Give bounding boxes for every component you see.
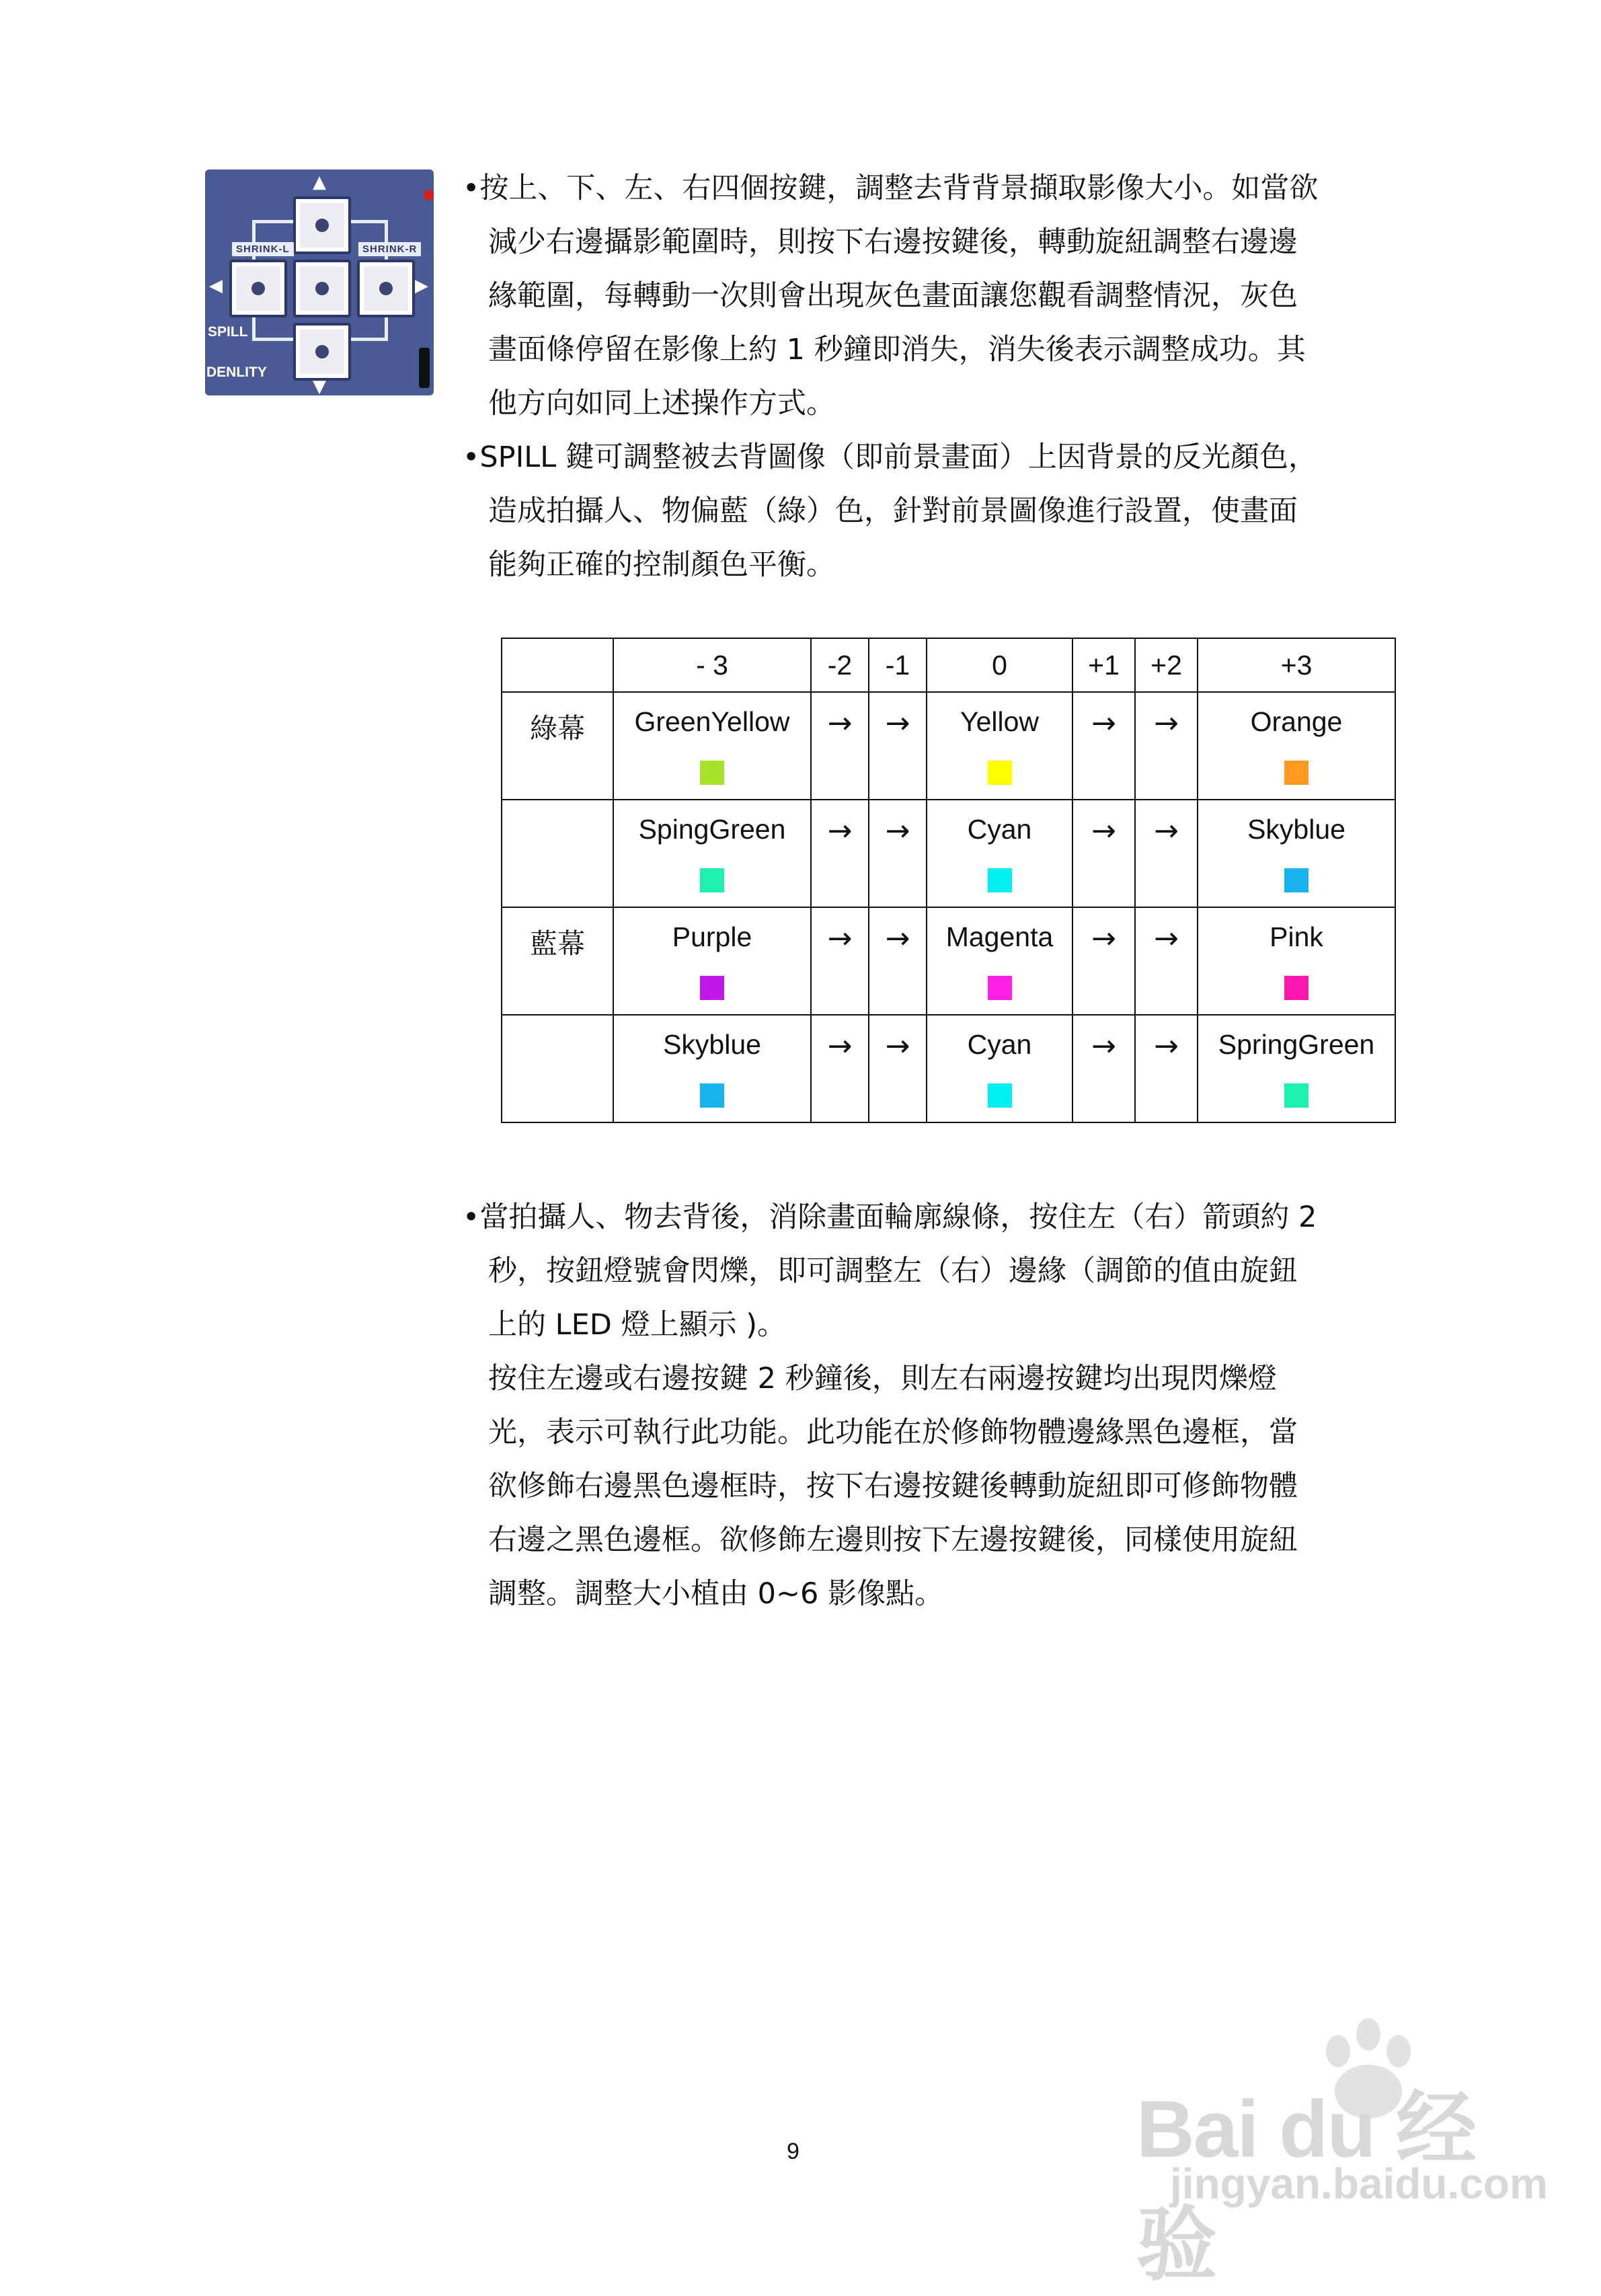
arrow-right-icon: →: [1154, 814, 1179, 848]
color-cell: [613, 692, 811, 800]
color-name: SpringGreen: [1218, 1029, 1375, 1060]
arrow-cell: [869, 1015, 927, 1122]
arrow-cell: [1072, 907, 1135, 1015]
watermark-url: jingyan.baidu.com: [1170, 2159, 1548, 2208]
status-led: [424, 190, 434, 200]
color-name: Orange: [1250, 706, 1343, 737]
arrow-right-icon: →: [827, 706, 853, 740]
color-swatch: [988, 868, 1012, 892]
color-swatch: [1284, 868, 1309, 892]
color-swatch: [1284, 976, 1309, 1000]
arrow-cell: [1135, 692, 1198, 800]
text-line: 秒，按鈕燈號會閃爍，即可調整左（右）邊緣（調節的值由旋鈕: [488, 1254, 1298, 1288]
arrow-cell: [869, 800, 927, 907]
color-cell: [927, 907, 1072, 1015]
color-name: Cyan: [967, 1029, 1032, 1060]
paragraph-keypad-adjust: [463, 161, 1417, 430]
arrow-right-icon: →: [1154, 706, 1179, 740]
center-key[interactable]: [293, 260, 351, 317]
arrow-right-icon: →: [885, 921, 910, 956]
color-name: GreenYellow: [634, 706, 790, 737]
arrow-right-icon: →: [1091, 1029, 1116, 1063]
color-swatch: [988, 1083, 1012, 1108]
text-line: 畫面條停留在影像上約 1 秒鐘即消失，消失後表示調整成功。其: [488, 333, 1306, 367]
left-key[interactable]: [229, 260, 287, 317]
header-cell: 0: [927, 638, 1072, 692]
text-line: •SPILL 鍵可調整被去背圖像（即前景畫面）上因背景的反光顏色，: [463, 441, 1317, 474]
arrow-cell: [1135, 800, 1198, 907]
color-name: Purple: [672, 921, 752, 952]
arrow-cell: [1135, 907, 1198, 1015]
paragraph-edge-trim: [463, 1190, 1417, 1621]
arrow-right-icon: →: [885, 706, 910, 740]
screen-label: 綠幕: [530, 712, 585, 744]
knob-slot: [419, 348, 430, 388]
color-swatch: [1284, 761, 1309, 785]
color-name: SpingGreen: [638, 814, 786, 845]
arrow-right-icon: →: [1091, 814, 1116, 848]
header-cell: -1: [869, 638, 927, 692]
color-swatch: [988, 761, 1012, 785]
arrow-down-icon: ▼: [313, 377, 326, 395]
arrow-right-icon: →: [885, 1029, 910, 1063]
header-cell: - 3: [613, 638, 811, 692]
arrow-cell: [1072, 692, 1135, 800]
color-name: Pink: [1270, 921, 1323, 952]
header-cell: -2: [811, 638, 869, 692]
up-key[interactable]: [293, 196, 351, 254]
text-line: 按住左邊或右邊按鍵 2 秒鐘後，則左右兩邊按鍵均出現閃爍燈: [488, 1362, 1277, 1395]
arrow-cell: [811, 800, 869, 907]
table-row: [502, 692, 1395, 800]
color-cell: [927, 692, 1072, 800]
arrow-right-icon: →: [827, 814, 853, 848]
color-cell: [927, 1015, 1072, 1122]
arrow-cell: [1135, 1015, 1198, 1122]
color-name: Magenta: [945, 921, 1054, 952]
text-line: 右邊之黑色邊框。欲修飾左邊則按下左邊按鍵後，同樣使用旋紐: [488, 1523, 1298, 1557]
arrow-cell: [811, 1015, 869, 1122]
table-row: [502, 800, 1395, 907]
color-cell: [1198, 800, 1395, 907]
screen-label-cell: [502, 1015, 613, 1122]
arrow-right-icon: →: [1091, 921, 1116, 956]
header-cell: +3: [1198, 638, 1395, 692]
color-cell: [927, 800, 1072, 907]
text-line: 緣範圍，每轉動一次則會出現灰色畫面讓您觀看調整情況，灰色: [488, 279, 1298, 313]
paragraph-spill: [463, 430, 1417, 592]
arrow-cell: [1072, 1015, 1135, 1122]
text-line: 他方向如同上述操作方式。: [488, 387, 835, 420]
watermark-brand: Bai du 经验: [1136, 2084, 1476, 2290]
color-swatch: [700, 1083, 724, 1108]
arrow-right-icon: →: [1154, 921, 1179, 956]
spill-label: SPILL: [208, 324, 248, 340]
arrow-cell: [869, 907, 927, 1015]
color-name: Skyblue: [663, 1029, 761, 1060]
text-line: 上的 LED 燈上顯示 )。: [488, 1308, 787, 1342]
arrow-up-icon: ▲: [313, 172, 326, 192]
color-name: Cyan: [967, 814, 1032, 845]
arrow-right-icon: ▶: [415, 276, 428, 296]
arrow-left-icon: ◀: [209, 276, 223, 296]
text-line: 欲修飾右邊黑色邊框時，按下右邊按鍵後轉動旋紐即可修飾物體: [488, 1469, 1298, 1503]
screen-label: 藍幕: [530, 927, 585, 960]
color-swatch: [700, 761, 724, 785]
color-swatch: [988, 976, 1012, 1000]
down-key[interactable]: [293, 323, 351, 381]
color-cell: [613, 1015, 811, 1122]
color-swatch: [700, 976, 724, 1000]
shrink-l-label: SHRINK-L: [232, 242, 294, 256]
text-line: 能夠正確的控制顏色平衡。: [488, 548, 835, 582]
page-number: 9: [787, 2139, 799, 2164]
header-cell: +1: [1072, 638, 1135, 692]
arrow-right-icon: →: [885, 814, 910, 848]
table-header-row: [502, 638, 1395, 692]
text-line: 光，表示可執行此功能。此功能在於修飾物體邊緣黑色邊框，當: [488, 1416, 1298, 1449]
color-name: Yellow: [960, 706, 1039, 737]
text-line: 造成拍攝人、物偏藍（綠）色，針對前景圖像進行設置，使畫面: [488, 494, 1298, 528]
arrow-right-icon: →: [1091, 706, 1116, 740]
screen-label-cell: [502, 692, 613, 800]
arrow-cell: [869, 692, 927, 800]
keypad-photo: [205, 169, 434, 395]
text-line: 調整。調整大小植由 0~6 影像點。: [488, 1577, 944, 1611]
table-row: [502, 907, 1395, 1015]
screen-label-cell: [502, 907, 613, 1015]
color-cell: [613, 800, 811, 907]
screen-label-cell: [502, 800, 613, 907]
color-cell: [1198, 1015, 1395, 1122]
arrow-right-icon: →: [1154, 1029, 1179, 1063]
arrow-cell: [811, 692, 869, 800]
spill-color-table: [501, 638, 1396, 1123]
table-row: [502, 1015, 1395, 1122]
color-cell: [613, 907, 811, 1015]
color-swatch: [700, 868, 724, 892]
text-line: 減少右邊攝影範圍時，則按下右邊按鍵後，轉動旋紐調整右邊邊: [488, 225, 1298, 259]
color-cell: [1198, 692, 1395, 800]
arrow-right-icon: →: [827, 1029, 853, 1063]
density-label: DENLITY: [206, 365, 267, 380]
color-cell: [1198, 907, 1395, 1015]
color-name: Skyblue: [1247, 814, 1345, 845]
baidu-watermark: [1136, 2018, 1548, 2290]
header-cell: [502, 638, 613, 692]
right-key[interactable]: [357, 260, 415, 317]
arrow-right-icon: →: [827, 921, 853, 956]
color-swatch: [1284, 1083, 1309, 1108]
text-line: •當拍攝人、物去背後，消除畫面輪廓線條，按住左（右）箭頭約 2: [463, 1200, 1317, 1234]
text-line: •按上、下、左、右四個按鍵，調整去背背景擷取影像大小。如當欲: [463, 171, 1319, 205]
arrow-cell: [1072, 800, 1135, 907]
shrink-r-label: SHRINK-R: [358, 242, 421, 256]
arrow-cell: [811, 907, 869, 1015]
header-cell: +2: [1135, 638, 1198, 692]
